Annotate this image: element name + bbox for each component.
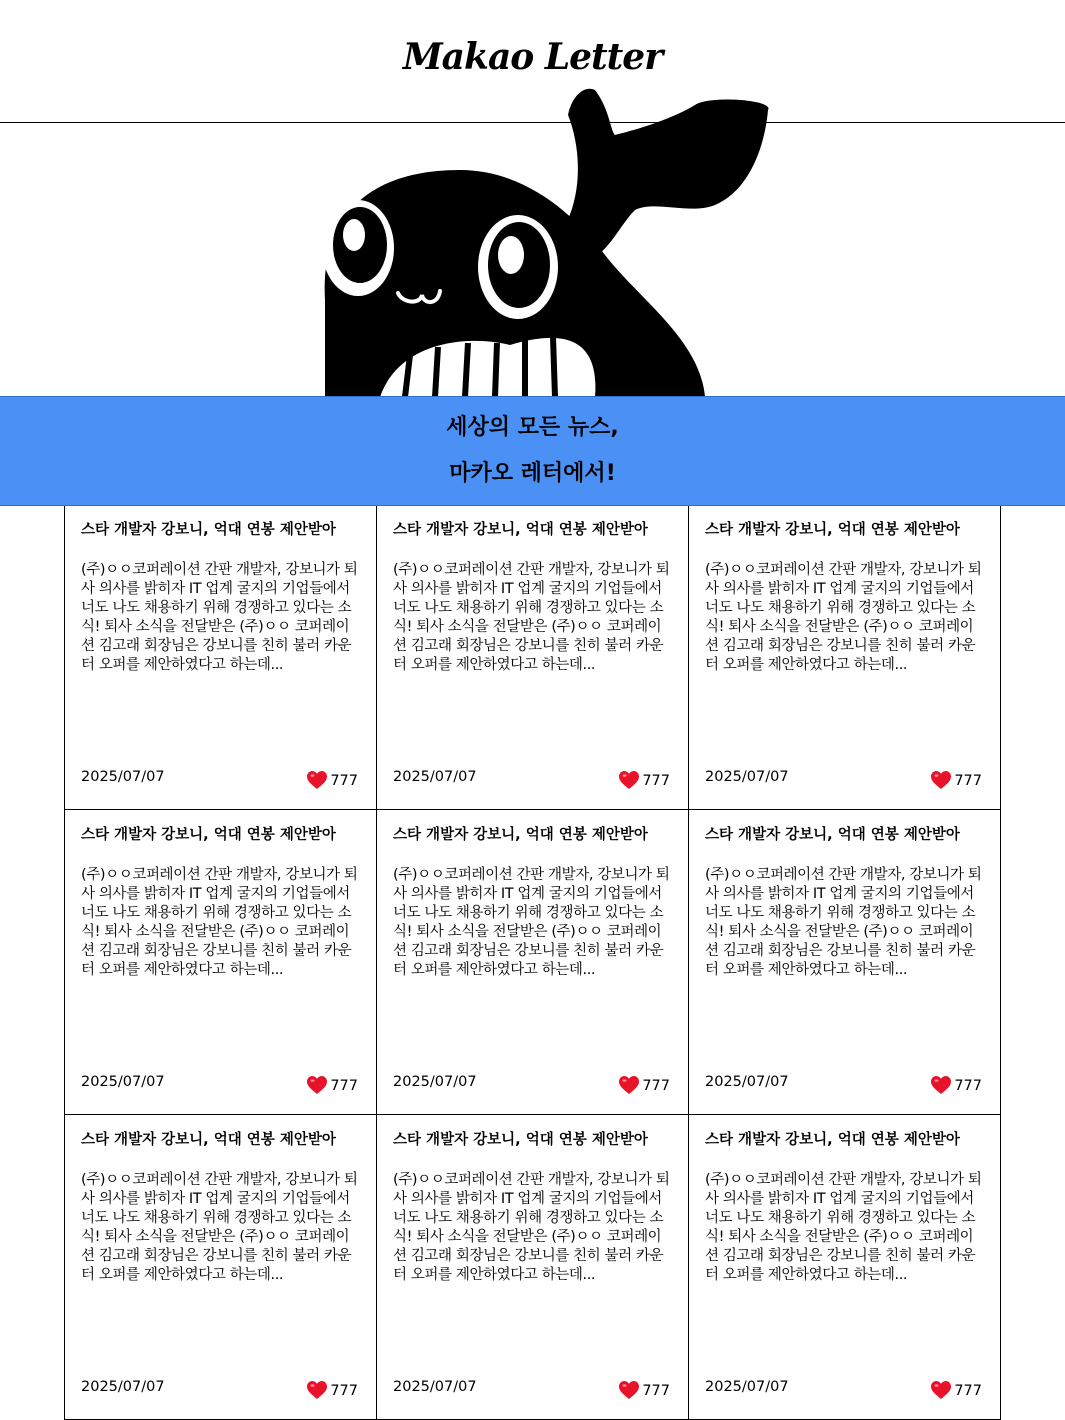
like-button[interactable]	[619, 1076, 670, 1095]
news-card[interactable]	[689, 1115, 1001, 1420]
like-button[interactable]	[931, 1076, 982, 1095]
card-body: (주)ㅇㅇ코퍼레이션 간판 개발자, 강보니가 퇴사 의사를 밝히자 IT 업계 굴지의 기업들에서 너도 나도 채용하기 위해 경쟁하고 있다는 소식! 퇴사 소식을 전달받은 (주)ㅇㅇ 코퍼레이션 김고래 회장님은 강보니를 친히 불러 카운터 오퍼를 제안하였다고 하는데...	[81, 867, 358, 978]
news-card[interactable]	[65, 810, 377, 1115]
heart-icon	[931, 1381, 951, 1400]
like-button[interactable]	[931, 771, 982, 790]
card-date: 2025/07/07	[393, 1379, 477, 1395]
card-footer	[393, 769, 670, 793]
card-date: 2025/07/07	[81, 1379, 165, 1395]
card-date: 2025/07/07	[705, 1074, 789, 1090]
like-button[interactable]	[307, 771, 358, 790]
card-title: 스타 개발자 강보니, 억대 연봉 제안받아	[81, 522, 336, 538]
card-title: 스타 개발자 강보니, 억대 연봉 제안받아	[393, 522, 648, 538]
card-date: 2025/07/07	[705, 1379, 789, 1395]
banner-line-1: 세상의 모든 뉴스,	[446, 415, 619, 440]
card-title: 스타 개발자 강보니, 억대 연봉 제안받아	[705, 1132, 960, 1148]
like-count: 777	[642, 772, 670, 789]
card-body: (주)ㅇㅇ코퍼레이션 간판 개발자, 강보니가 퇴사 의사를 밝히자 IT 업계 굴지의 기업들에서 너도 나도 채용하기 위해 경쟁하고 있다는 소식! 퇴사 소식을 전달받은 (주)ㅇㅇ 코퍼레이션 김고래 회장님은 강보니를 친히 불러 카운터 오퍼를 제안하였다고 하는데...	[705, 1172, 982, 1283]
like-count: 777	[954, 772, 982, 789]
card-title: 스타 개발자 강보니, 억대 연봉 제안받아	[81, 827, 336, 843]
news-card[interactable]	[377, 810, 689, 1115]
hero-banner	[0, 396, 1065, 506]
news-card[interactable]	[65, 1115, 377, 1420]
card-date: 2025/07/07	[393, 1074, 477, 1090]
card-date: 2025/07/07	[393, 769, 477, 785]
like-count: 777	[642, 1077, 670, 1094]
heart-icon	[619, 1076, 639, 1095]
banner-line-2: 마카오 레터에서!	[449, 461, 616, 486]
news-grid	[64, 505, 1001, 1420]
news-card[interactable]	[377, 1115, 689, 1420]
card-footer	[393, 1074, 670, 1098]
card-body: (주)ㅇㅇ코퍼레이션 간판 개발자, 강보니가 퇴사 의사를 밝히자 IT 업계 굴지의 기업들에서 너도 나도 채용하기 위해 경쟁하고 있다는 소식! 퇴사 소식을 전달받은 (주)ㅇㅇ 코퍼레이션 김고래 회장님은 강보니를 친히 불러 카운터 오퍼를 제안하였다고 하는데...	[393, 867, 670, 978]
card-footer	[81, 769, 358, 793]
card-body: (주)ㅇㅇ코퍼레이션 간판 개발자, 강보니가 퇴사 의사를 밝히자 IT 업계 굴지의 기업들에서 너도 나도 채용하기 위해 경쟁하고 있다는 소식! 퇴사 소식을 전달받은 (주)ㅇㅇ 코퍼레이션 김고래 회장님은 강보니를 친히 불러 카운터 오퍼를 제안하였다고 하는데...	[393, 562, 670, 673]
card-footer	[705, 769, 982, 793]
heart-icon	[619, 1381, 639, 1400]
like-button[interactable]	[619, 771, 670, 790]
card-title: 스타 개발자 강보니, 억대 연봉 제안받아	[81, 1132, 336, 1148]
card-date: 2025/07/07	[81, 769, 165, 785]
heart-icon	[931, 1076, 951, 1095]
news-card[interactable]	[65, 505, 377, 810]
like-button[interactable]	[307, 1076, 358, 1095]
card-title: 스타 개발자 강보니, 억대 연봉 제안받아	[393, 827, 648, 843]
like-count: 777	[954, 1382, 982, 1399]
card-body: (주)ㅇㅇ코퍼레이션 간판 개발자, 강보니가 퇴사 의사를 밝히자 IT 업계 굴지의 기업들에서 너도 나도 채용하기 위해 경쟁하고 있다는 소식! 퇴사 소식을 전달받은 (주)ㅇㅇ 코퍼레이션 김고래 회장님은 강보니를 친히 불러 카운터 오퍼를 제안하였다고 하는데...	[393, 1172, 670, 1283]
card-footer	[393, 1379, 670, 1403]
card-date: 2025/07/07	[705, 769, 789, 785]
like-count: 777	[330, 772, 358, 789]
card-footer	[705, 1074, 982, 1098]
like-count: 777	[954, 1077, 982, 1094]
like-button[interactable]	[619, 1381, 670, 1400]
like-button[interactable]	[931, 1381, 982, 1400]
card-footer	[81, 1074, 358, 1098]
heart-icon	[307, 771, 327, 790]
like-count: 777	[330, 1382, 358, 1399]
logo[interactable]: Makao Letter	[402, 36, 663, 78]
heart-icon	[307, 1381, 327, 1400]
card-title: 스타 개발자 강보니, 억대 연봉 제안받아	[705, 522, 960, 538]
like-button[interactable]	[307, 1381, 358, 1400]
whale-icon	[310, 85, 780, 397]
card-body: (주)ㅇㅇ코퍼레이션 간판 개발자, 강보니가 퇴사 의사를 밝히자 IT 업계 굴지의 기업들에서 너도 나도 채용하기 위해 경쟁하고 있다는 소식! 퇴사 소식을 전달받은 (주)ㅇㅇ 코퍼레이션 김고래 회장님은 강보니를 친히 불러 카운터 오퍼를 제안하였다고 하는데...	[81, 1172, 358, 1283]
card-body: (주)ㅇㅇ코퍼레이션 간판 개발자, 강보니가 퇴사 의사를 밝히자 IT 업계 굴지의 기업들에서 너도 나도 채용하기 위해 경쟁하고 있다는 소식! 퇴사 소식을 전달받은 (주)ㅇㅇ 코퍼레이션 김고래 회장님은 강보니를 친히 불러 카운터 오퍼를 제안하였다고 하는데...	[705, 867, 982, 978]
card-title: 스타 개발자 강보니, 억대 연봉 제안받아	[393, 1132, 648, 1148]
card-footer	[81, 1379, 358, 1403]
card-footer	[705, 1379, 982, 1403]
news-card[interactable]	[377, 505, 689, 810]
heart-icon	[307, 1076, 327, 1095]
heart-icon	[619, 771, 639, 790]
news-card[interactable]	[689, 810, 1001, 1115]
card-title: 스타 개발자 강보니, 억대 연봉 제안받아	[705, 827, 960, 843]
news-card[interactable]	[689, 505, 1001, 810]
card-body: (주)ㅇㅇ코퍼레이션 간판 개발자, 강보니가 퇴사 의사를 밝히자 IT 업계 굴지의 기업들에서 너도 나도 채용하기 위해 경쟁하고 있다는 소식! 퇴사 소식을 전달받은 (주)ㅇㅇ 코퍼레이션 김고래 회장님은 강보니를 친히 불러 카운터 오퍼를 제안하였다고 하는데...	[705, 562, 982, 673]
like-count: 777	[330, 1077, 358, 1094]
like-count: 777	[642, 1382, 670, 1399]
card-date: 2025/07/07	[81, 1074, 165, 1090]
heart-icon	[931, 771, 951, 790]
card-body: (주)ㅇㅇ코퍼레이션 간판 개발자, 강보니가 퇴사 의사를 밝히자 IT 업계 굴지의 기업들에서 너도 나도 채용하기 위해 경쟁하고 있다는 소식! 퇴사 소식을 전달받은 (주)ㅇㅇ 코퍼레이션 김고래 회장님은 강보니를 친히 불러 카운터 오퍼를 제안하였다고 하는데...	[81, 562, 358, 673]
